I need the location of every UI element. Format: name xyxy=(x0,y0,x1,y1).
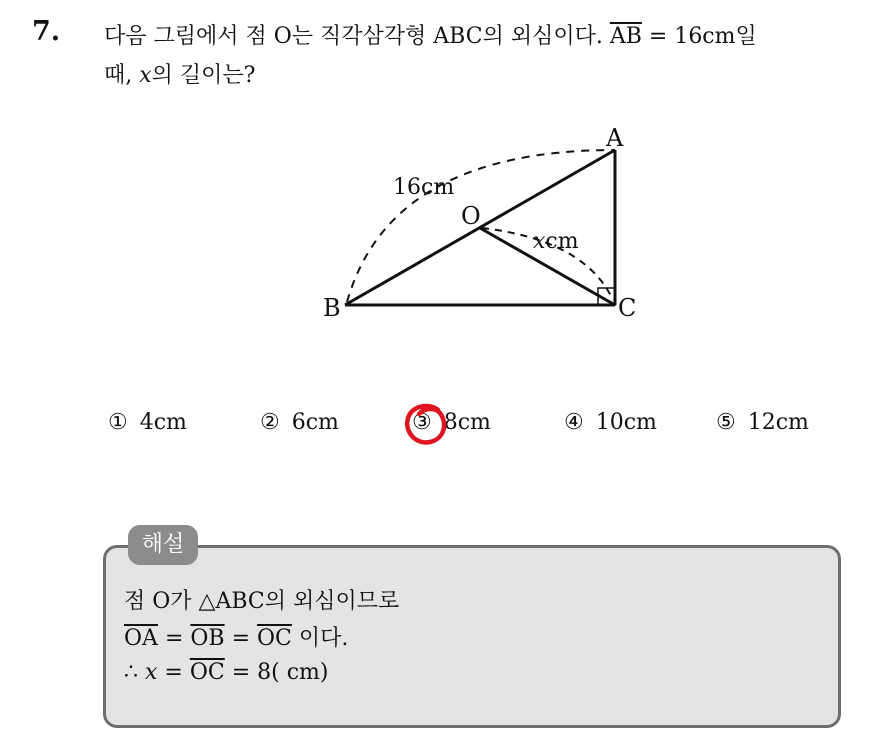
label-ab-length: 16cm xyxy=(393,175,455,200)
question-line1-prefix: 다음 그림에서 점 O는 직각삼각형 ABC의 외심이다. xyxy=(104,24,603,49)
variable-x: x xyxy=(139,63,152,88)
segment-ob: $\overline{OB}$ xyxy=(190,626,225,651)
choice-1[interactable] xyxy=(108,410,187,435)
choice-text: 12cm xyxy=(747,410,809,435)
segment-oa: $\overline{OA}$ xyxy=(124,626,158,651)
solution-line-1: 점 O가 △ABC의 외심이므로 xyxy=(124,589,400,614)
choice-5[interactable] xyxy=(716,410,809,435)
therefore-symbol: ∴ xyxy=(124,660,138,685)
choice-4[interactable] xyxy=(564,410,657,435)
equals-sign: = xyxy=(231,626,251,651)
segment-oc: $\overline{OC}$ xyxy=(257,626,292,651)
equals-sign: = xyxy=(164,660,183,685)
choice-mark: ③ xyxy=(412,410,432,435)
question-number: 7. xyxy=(32,16,61,47)
solution-line-3 xyxy=(124,660,329,685)
label-oc-var: x xyxy=(533,229,546,254)
question-line2-suffix: 의 길이는? xyxy=(151,63,256,88)
question-line2-prefix: 때, xyxy=(104,63,133,88)
choice-mark: ④ xyxy=(564,410,584,435)
choice-mark: ② xyxy=(260,410,280,435)
choice-text: 4cm xyxy=(139,410,187,435)
label-c: C xyxy=(618,294,637,322)
solution-badge: 해설 xyxy=(128,525,198,565)
label-oc-length xyxy=(533,229,579,254)
segment-ab: $\overline{AB}$ xyxy=(609,24,642,49)
solution-result: = 8( cm) xyxy=(231,660,329,685)
choice-text: 10cm xyxy=(595,410,657,435)
equals-sign: = xyxy=(164,626,184,651)
solution-line-2 xyxy=(124,621,348,652)
choice-text: 8cm xyxy=(443,410,491,435)
label-oc-unit: cm xyxy=(545,229,579,254)
choice-text: 6cm xyxy=(291,410,339,435)
answer-circle-icon xyxy=(402,400,452,450)
choice-mark: ⑤ xyxy=(716,410,736,435)
variable-x: x xyxy=(145,660,158,685)
label-a: A xyxy=(606,124,624,152)
choice-2[interactable] xyxy=(260,410,339,435)
choice-mark: ① xyxy=(108,410,128,435)
label-o: O xyxy=(461,202,481,230)
segment-oc: $\overline{OC}$ xyxy=(189,660,225,685)
question-line1-suffix: = 16cm일 xyxy=(648,24,757,49)
solution-line2-suffix: 이다. xyxy=(298,626,349,651)
label-b: B xyxy=(323,294,341,322)
